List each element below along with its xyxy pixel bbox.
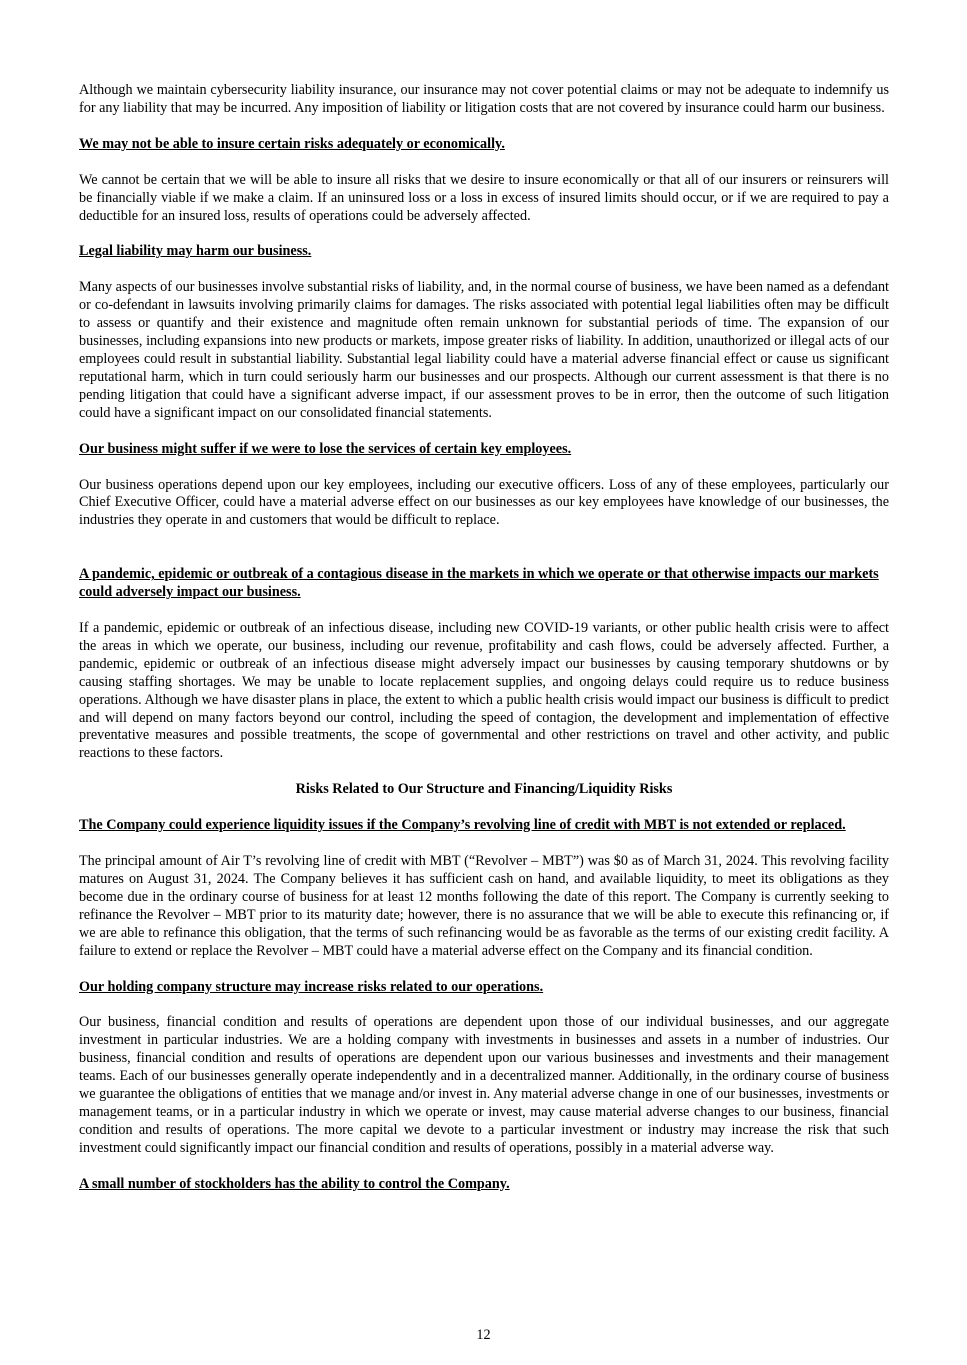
paragraph-key-employees: Our business operations depend upon our key employees, including our executive officers. Loss of any of these employees, particularly our Chief Executive Officer, could have a material adverse effect on our businesses as our key employees have knowledge of our businesses, the industries they operate in and customers that would be difficult to replace. (79, 476, 889, 529)
page-number: 12 (476, 1327, 491, 1343)
paragraph-liquidity: The principal amount of Air T’s revolving line of credit with MBT (“Revolver – MBT”) was $0 as of March 31, 2024. This revolving facility matures on August 31, 2024. The Company believes it has sufficient cash on hand, and available liquidity, to meet its obligations as they become due in the ordinary course of business for at least 12 months following the date of this report. The Company is currently seeking to refinance the Revolver – MBT prior to its maturity date; however, there is no assurance that we will be able to execute this refinancing or, if we are able to refinance this obligation, that the terms of such refinancing would be as favorable as the terms of our existing credit facility. A failure to extend or replace the Revolver – MBT could have a material adverse effect on the Company and its financial condition. (79, 853, 889, 959)
heading-key-employees: Our business might suffer if we were to lose the services of certain key employees. (79, 440, 572, 457)
paragraph-insurance: Although we maintain cybersecurity liability insurance, our insurance may not cover potential claims or may not be adequate to indemnify us for any liability that may be incurred. Any imposition of liability or litigation costs that are not covered by insurance could harm our business. (79, 82, 889, 116)
paragraph-holding-company: Our business, financial condition and results of operations are dependent upon those of our individual businesses, and our aggregate investment in particular industries. We are a holding company with investments in businesses and assets in a number of industries. Our business, financial condition and results of operations are dependent upon our various businesses and investments and their management teams. Each of our businesses generally operate independently and in a decentralized manner. Additionally, in the ordinary course of business we guarantee the obligations of entities that we manage and/or invest in. Any material adverse change in one of our businesses, investments or management teams, or in a particular industry in which we operate or invest, may cause material adverse changes to our business, financial condition and results of operations. The more capital we devote to a particular investment or industry may increase the risk that such investment could significantly impact our financial condition and results of operations, possibly in a material adverse way. (79, 1014, 889, 1156)
spacer (79, 548, 889, 566)
paragraph-legal-liability: Many aspects of our businesses involve substantial risks of liability, and, in the normal course of business, we have been named as a defendant or co-defendant in lawsuits involving primarily claims for damages. The risks associated with potential legal liabilities often may be difficult to assess or quantify and their existence and magnitude often remain unknown for substantial periods of time. The expansion of our businesses, including expansions into new products or markets, impose greater risks of liability. In addition, unauthorized or illegal acts of our employees could result in substantial liability. Substantial legal liability could have a material adverse financial effect or cause us significant reputational harm, which in turn could seriously harm our businesses and our prospects. Although our current assessment is that there is no pending litigation that could have a significant adverse impact, if our assessment proves to be in error, then the outcome of such litigation could have a significant impact on our consolidated financial statements. (79, 279, 889, 421)
heading-pandemic: A pandemic, epidemic or outbreak of a contagious disease in the markets in which we operate or that otherwise impacts our markets could adversely impact our business. (79, 566, 879, 601)
heading-insure-risks: We may not be able to insure certain risks adequately or economically. (79, 135, 505, 152)
heading-stockholders: A small number of stockholders has the ability to control the Company. (79, 1175, 510, 1192)
document-body (79, 82, 889, 1212)
paragraph-insure-risks: We cannot be certain that we will be able to insure all risks that we desire to insure economically or that all of our insurers or reinsurers will be financially viable if we make a claim. If an uninsured loss or a loss in excess of insured limits should occur, or if we are required to pay a deductible for an insured loss, results of operations could be adversely affected. (79, 171, 889, 224)
heading-legal-liability: Legal liability may harm our business. (79, 243, 312, 260)
paragraph-pandemic: If a pandemic, epidemic or outbreak of an infectious disease, including new COVID-19 variants, or other public health crisis were to affect the areas in which we operate, our business, including our revenue, profitability and cash flows, could be adversely affected. Further, a pandemic, epidemic or outbreak of an infectious disease might adversely impact our businesses by causing temporary shutdowns or by causing staffing shortages. We may be unable to locate replacement supplies, and ongoing delays could require us to reduce business operations. Although we have disaster plans in place, the extent to which a public health crisis would impact our business is difficult to predict and will depend on many factors beyond our control, including the speed of contagion, the development and implementation of effective preventative measures and possible treatments, the scope of governmental and other restrictions on travel and other activity, and public reactions to these factors. (79, 620, 889, 762)
section-title-structure-financing: Risks Related to Our Structure and Financing/Liquidity Risks (295, 781, 673, 798)
heading-liquidity: The Company could experience liquidity issues if the Company’s revolving line of credit with MBT is not extended or replaced. (79, 817, 846, 834)
heading-holding-company: Our holding company structure may increase risks related to our operations. (79, 978, 544, 995)
